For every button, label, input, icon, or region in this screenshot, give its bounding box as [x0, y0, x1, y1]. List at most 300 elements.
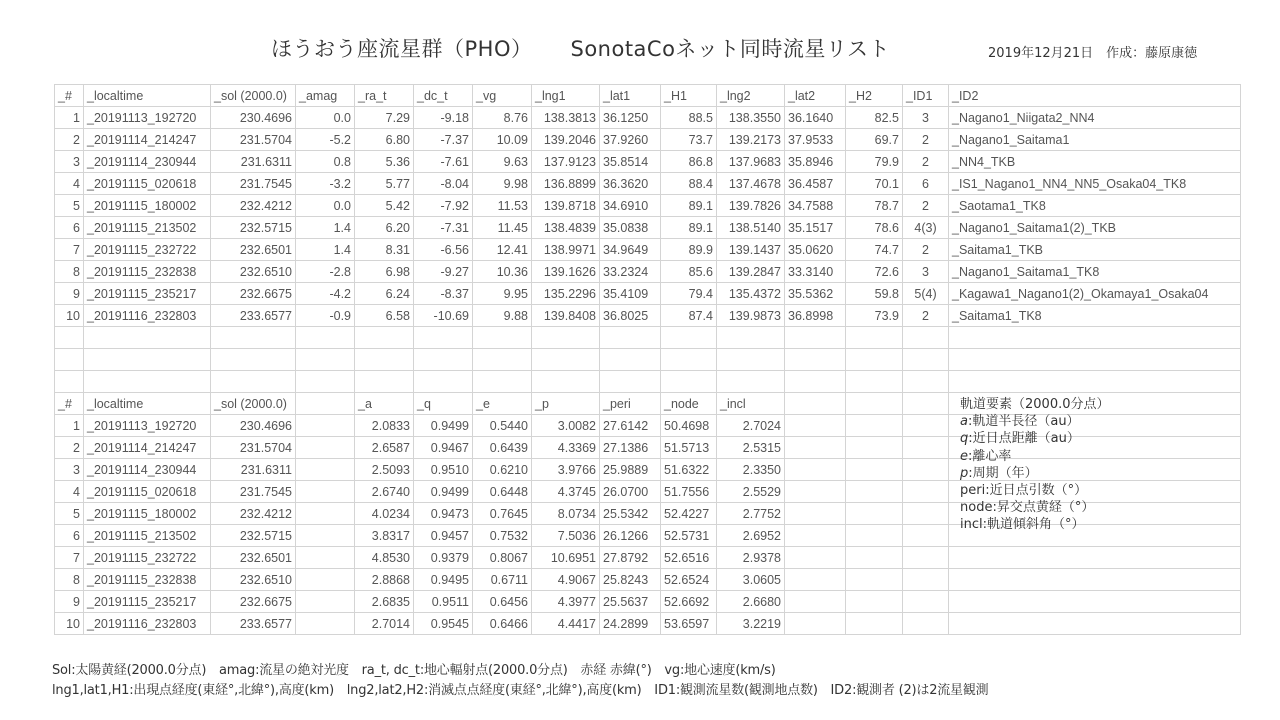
cell[interactable] — [846, 415, 903, 437]
cell[interactable]: 82.5 — [846, 107, 903, 129]
cell[interactable]: 3.0082 — [532, 415, 600, 437]
cell[interactable] — [903, 503, 949, 525]
cell[interactable]: _20191115_232838 — [84, 261, 211, 283]
cell[interactable] — [846, 481, 903, 503]
cell[interactable]: 88.4 — [661, 173, 717, 195]
cell[interactable] — [296, 481, 355, 503]
cell[interactable]: 135.4372 — [717, 283, 785, 305]
cell[interactable]: _Saitama1_TK8 — [949, 305, 1241, 327]
cell[interactable]: 2.5529 — [717, 481, 785, 503]
cell[interactable]: 5 — [55, 503, 84, 525]
cell[interactable]: 79.9 — [846, 151, 903, 173]
empty-cell[interactable] — [355, 327, 414, 349]
empty-cell[interactable] — [355, 349, 414, 371]
cell[interactable]: 35.0620 — [785, 239, 846, 261]
cell[interactable]: 0.9495 — [414, 569, 473, 591]
cell[interactable]: 0.6456 — [473, 591, 532, 613]
cell[interactable]: -7.37 — [414, 129, 473, 151]
column-header[interactable]: _H2 — [846, 85, 903, 107]
cell[interactable]: 73.9 — [846, 305, 903, 327]
cell[interactable]: 36.8998 — [785, 305, 846, 327]
cell[interactable] — [903, 459, 949, 481]
cell[interactable] — [903, 547, 949, 569]
cell[interactable]: _Saotama1_TK8 — [949, 195, 1241, 217]
cell[interactable]: 52.4227 — [661, 503, 717, 525]
cell[interactable] — [785, 481, 846, 503]
cell[interactable]: 35.1517 — [785, 217, 846, 239]
cell[interactable]: 1.4 — [296, 217, 355, 239]
cell[interactable] — [903, 481, 949, 503]
column-header[interactable] — [846, 393, 903, 415]
cell[interactable]: 9.95 — [473, 283, 532, 305]
empty-cell[interactable] — [84, 349, 211, 371]
cell[interactable] — [296, 569, 355, 591]
cell[interactable]: 2.9378 — [717, 547, 785, 569]
cell[interactable] — [846, 437, 903, 459]
cell[interactable]: 6.98 — [355, 261, 414, 283]
cell[interactable]: 2.5315 — [717, 437, 785, 459]
cell[interactable] — [296, 613, 355, 635]
cell[interactable]: 6.24 — [355, 283, 414, 305]
empty-cell[interactable] — [661, 327, 717, 349]
column-header[interactable]: _a — [355, 393, 414, 415]
cell[interactable]: 2.7014 — [355, 613, 414, 635]
cell[interactable]: _20191115_235217 — [84, 283, 211, 305]
empty-cell[interactable] — [949, 327, 1241, 349]
empty-cell[interactable] — [532, 371, 600, 393]
cell[interactable] — [296, 525, 355, 547]
cell[interactable]: 4.4417 — [532, 613, 600, 635]
cell[interactable]: 69.7 — [846, 129, 903, 151]
cell[interactable]: 5 — [55, 195, 84, 217]
cell[interactable]: 231.6311 — [211, 459, 296, 481]
cell[interactable]: 0.9379 — [414, 547, 473, 569]
cell[interactable]: 50.4698 — [661, 415, 717, 437]
cell[interactable]: _20191115_232838 — [84, 569, 211, 591]
cell[interactable]: 230.4696 — [211, 107, 296, 129]
empty-cell[interactable] — [717, 349, 785, 371]
cell[interactable]: _20191115_232722 — [84, 239, 211, 261]
cell[interactable]: 137.9123 — [532, 151, 600, 173]
cell[interactable]: 139.2173 — [717, 129, 785, 151]
empty-cell[interactable] — [55, 327, 84, 349]
cell[interactable]: 0.7532 — [473, 525, 532, 547]
empty-cell[interactable] — [903, 327, 949, 349]
cell[interactable]: _20191114_230944 — [84, 151, 211, 173]
cell[interactable]: 137.9683 — [717, 151, 785, 173]
cell[interactable]: 52.6524 — [661, 569, 717, 591]
cell[interactable]: 139.1437 — [717, 239, 785, 261]
column-header[interactable]: _localtime — [84, 85, 211, 107]
cell[interactable] — [785, 437, 846, 459]
cell[interactable]: 231.7545 — [211, 173, 296, 195]
cell[interactable]: -4.2 — [296, 283, 355, 305]
cell[interactable] — [949, 613, 1241, 635]
empty-cell[interactable] — [846, 371, 903, 393]
cell[interactable]: 70.1 — [846, 173, 903, 195]
cell[interactable]: 6.80 — [355, 129, 414, 151]
cell[interactable]: 4.3369 — [532, 437, 600, 459]
cell[interactable]: 51.6322 — [661, 459, 717, 481]
cell[interactable]: 25.5342 — [600, 503, 661, 525]
cell[interactable]: 139.2847 — [717, 261, 785, 283]
cell[interactable]: 4.0234 — [355, 503, 414, 525]
cell[interactable]: 9.88 — [473, 305, 532, 327]
empty-cell[interactable] — [55, 349, 84, 371]
cell[interactable] — [846, 569, 903, 591]
column-header[interactable]: _vg — [473, 85, 532, 107]
cell[interactable]: 9.63 — [473, 151, 532, 173]
cell[interactable]: 138.5140 — [717, 217, 785, 239]
cell[interactable]: 0.9499 — [414, 481, 473, 503]
cell[interactable]: 35.0838 — [600, 217, 661, 239]
empty-cell[interactable] — [785, 327, 846, 349]
cell[interactable]: _20191115_235217 — [84, 591, 211, 613]
cell[interactable]: -10.69 — [414, 305, 473, 327]
cell[interactable]: 85.6 — [661, 261, 717, 283]
column-header[interactable]: _lng2 — [717, 85, 785, 107]
cell[interactable]: 0.6439 — [473, 437, 532, 459]
cell[interactable]: 11.45 — [473, 217, 532, 239]
cell[interactable]: 52.5731 — [661, 525, 717, 547]
cell[interactable] — [785, 547, 846, 569]
empty-cell[interactable] — [846, 327, 903, 349]
cell[interactable]: 138.3813 — [532, 107, 600, 129]
cell[interactable]: 0.9467 — [414, 437, 473, 459]
cell[interactable]: 0.6448 — [473, 481, 532, 503]
cell[interactable]: -3.2 — [296, 173, 355, 195]
cell[interactable]: 26.0700 — [600, 481, 661, 503]
cell[interactable]: _20191115_213502 — [84, 525, 211, 547]
cell[interactable]: 0.9545 — [414, 613, 473, 635]
cell[interactable] — [903, 525, 949, 547]
column-header[interactable]: _# — [55, 85, 84, 107]
column-header[interactable]: _p — [532, 393, 600, 415]
cell[interactable]: -0.9 — [296, 305, 355, 327]
cell[interactable]: _20191115_180002 — [84, 195, 211, 217]
cell[interactable] — [296, 459, 355, 481]
empty-cell[interactable] — [532, 327, 600, 349]
cell[interactable] — [296, 503, 355, 525]
cell[interactable] — [903, 415, 949, 437]
cell[interactable]: -8.37 — [414, 283, 473, 305]
cell[interactable]: 232.6501 — [211, 547, 296, 569]
cell[interactable]: 3 — [55, 151, 84, 173]
cell[interactable] — [785, 569, 846, 591]
cell[interactable]: 2 — [903, 239, 949, 261]
cell[interactable]: 139.7826 — [717, 195, 785, 217]
column-header[interactable]: _lat1 — [600, 85, 661, 107]
cell[interactable] — [903, 437, 949, 459]
cell[interactable]: 139.2046 — [532, 129, 600, 151]
cell[interactable]: 10 — [55, 305, 84, 327]
cell[interactable]: -7.92 — [414, 195, 473, 217]
cell[interactable]: 2 — [903, 151, 949, 173]
cell[interactable]: 5.77 — [355, 173, 414, 195]
cell[interactable]: 137.4678 — [717, 173, 785, 195]
cell[interactable]: 6 — [55, 525, 84, 547]
cell[interactable]: 24.2899 — [600, 613, 661, 635]
empty-cell[interactable] — [414, 349, 473, 371]
cell[interactable]: _20191115_232722 — [84, 547, 211, 569]
cell[interactable]: _20191115_213502 — [84, 217, 211, 239]
cell[interactable]: 86.8 — [661, 151, 717, 173]
cell[interactable] — [785, 459, 846, 481]
column-header[interactable] — [785, 393, 846, 415]
cell[interactable]: -2.8 — [296, 261, 355, 283]
cell[interactable]: 0.7645 — [473, 503, 532, 525]
column-header[interactable] — [903, 393, 949, 415]
cell[interactable]: 233.6577 — [211, 613, 296, 635]
cell[interactable]: 25.9889 — [600, 459, 661, 481]
cell[interactable]: 33.2324 — [600, 261, 661, 283]
cell[interactable]: 3 — [55, 459, 84, 481]
cell[interactable]: -5.2 — [296, 129, 355, 151]
cell[interactable]: 3.9766 — [532, 459, 600, 481]
cell[interactable]: 4.3745 — [532, 481, 600, 503]
cell[interactable]: 27.6142 — [600, 415, 661, 437]
cell[interactable]: 7.5036 — [532, 525, 600, 547]
cell[interactable]: 1.4 — [296, 239, 355, 261]
cell[interactable]: 8 — [55, 261, 84, 283]
cell[interactable]: 231.6311 — [211, 151, 296, 173]
cell[interactable]: 8.31 — [355, 239, 414, 261]
empty-cell[interactable] — [785, 371, 846, 393]
cell[interactable]: 2.7024 — [717, 415, 785, 437]
cell[interactable]: 0.5440 — [473, 415, 532, 437]
cell[interactable]: 51.7556 — [661, 481, 717, 503]
column-header[interactable]: _amag — [296, 85, 355, 107]
cell[interactable]: 35.4109 — [600, 283, 661, 305]
cell[interactable]: 37.9260 — [600, 129, 661, 151]
cell[interactable]: 231.7545 — [211, 481, 296, 503]
column-header[interactable]: _sol (2000.0) — [211, 85, 296, 107]
cell[interactable]: 138.3550 — [717, 107, 785, 129]
cell[interactable] — [949, 569, 1241, 591]
cell[interactable] — [296, 591, 355, 613]
cell[interactable]: 7 — [55, 239, 84, 261]
empty-cell[interactable] — [846, 349, 903, 371]
column-header[interactable]: _ra_t — [355, 85, 414, 107]
cell[interactable]: 10.09 — [473, 129, 532, 151]
cell[interactable]: 0.0 — [296, 107, 355, 129]
cell[interactable]: -6.56 — [414, 239, 473, 261]
cell[interactable]: 10.36 — [473, 261, 532, 283]
cell[interactable]: 1 — [55, 415, 84, 437]
cell[interactable] — [949, 591, 1241, 613]
column-header[interactable]: _e — [473, 393, 532, 415]
cell[interactable]: _20191114_214247 — [84, 437, 211, 459]
cell[interactable]: 87.4 — [661, 305, 717, 327]
cell[interactable]: 139.1626 — [532, 261, 600, 283]
cell[interactable]: 27.1386 — [600, 437, 661, 459]
cell[interactable]: 139.8718 — [532, 195, 600, 217]
cell[interactable]: _20191115_180002 — [84, 503, 211, 525]
cell[interactable]: _Nagano1_Niigata2_NN4 — [949, 107, 1241, 129]
empty-cell[interactable] — [296, 349, 355, 371]
cell[interactable] — [785, 613, 846, 635]
cell[interactable]: 6.58 — [355, 305, 414, 327]
cell[interactable]: 0.6466 — [473, 613, 532, 635]
cell[interactable]: 2.6680 — [717, 591, 785, 613]
cell[interactable]: 89.1 — [661, 217, 717, 239]
cell[interactable]: 2.7752 — [717, 503, 785, 525]
cell[interactable]: 2.6740 — [355, 481, 414, 503]
cell[interactable]: 11.53 — [473, 195, 532, 217]
empty-cell[interactable] — [211, 371, 296, 393]
cell[interactable]: 3 — [903, 107, 949, 129]
cell[interactable]: 88.5 — [661, 107, 717, 129]
cell[interactable] — [785, 525, 846, 547]
cell[interactable]: -7.61 — [414, 151, 473, 173]
cell[interactable]: 33.3140 — [785, 261, 846, 283]
cell[interactable] — [296, 415, 355, 437]
cell[interactable]: _Nagano1_Saitama1_TK8 — [949, 261, 1241, 283]
cell[interactable]: 139.9873 — [717, 305, 785, 327]
cell[interactable]: 232.5715 — [211, 525, 296, 547]
cell[interactable]: 89.1 — [661, 195, 717, 217]
cell[interactable]: 25.5637 — [600, 591, 661, 613]
cell[interactable]: 4.3977 — [532, 591, 600, 613]
cell[interactable]: 7.29 — [355, 107, 414, 129]
cell[interactable]: 232.6675 — [211, 591, 296, 613]
cell[interactable]: 72.6 — [846, 261, 903, 283]
cell[interactable] — [785, 503, 846, 525]
cell[interactable]: 35.8514 — [600, 151, 661, 173]
cell[interactable]: 233.6577 — [211, 305, 296, 327]
cell[interactable]: 4.9067 — [532, 569, 600, 591]
cell[interactable]: 36.8025 — [600, 305, 661, 327]
cell[interactable]: 4 — [55, 173, 84, 195]
cell[interactable]: 2 — [55, 129, 84, 151]
empty-cell[interactable] — [661, 349, 717, 371]
column-header[interactable]: _H1 — [661, 85, 717, 107]
cell[interactable]: 34.9649 — [600, 239, 661, 261]
cell[interactable]: 231.5704 — [211, 129, 296, 151]
cell[interactable]: 73.7 — [661, 129, 717, 151]
empty-cell[interactable] — [211, 349, 296, 371]
cell[interactable]: _20191116_232803 — [84, 613, 211, 635]
cell[interactable] — [903, 591, 949, 613]
cell[interactable] — [296, 547, 355, 569]
cell[interactable]: 2.6587 — [355, 437, 414, 459]
cell[interactable]: 5(4) — [903, 283, 949, 305]
cell[interactable] — [846, 547, 903, 569]
cell[interactable]: 12.41 — [473, 239, 532, 261]
cell[interactable]: 232.4212 — [211, 195, 296, 217]
empty-cell[interactable] — [296, 371, 355, 393]
cell[interactable]: 2.3350 — [717, 459, 785, 481]
cell[interactable]: 53.6597 — [661, 613, 717, 635]
cell[interactable]: _20191113_192720 — [84, 415, 211, 437]
cell[interactable] — [846, 591, 903, 613]
empty-cell[interactable] — [600, 349, 661, 371]
cell[interactable]: 2 — [903, 305, 949, 327]
cell[interactable]: 139.8408 — [532, 305, 600, 327]
cell[interactable]: 3 — [903, 261, 949, 283]
empty-cell[interactable] — [84, 371, 211, 393]
cell[interactable]: 232.6510 — [211, 261, 296, 283]
cell[interactable]: 6.20 — [355, 217, 414, 239]
cell[interactable]: _20191113_192720 — [84, 107, 211, 129]
cell[interactable]: 10.6951 — [532, 547, 600, 569]
cell[interactable]: 78.7 — [846, 195, 903, 217]
column-header[interactable] — [296, 393, 355, 415]
cell[interactable] — [846, 503, 903, 525]
cell[interactable]: 3.8317 — [355, 525, 414, 547]
cell[interactable]: 37.9533 — [785, 129, 846, 151]
column-header[interactable]: _q — [414, 393, 473, 415]
empty-cell[interactable] — [84, 327, 211, 349]
cell[interactable]: 3.2219 — [717, 613, 785, 635]
column-header[interactable]: _dc_t — [414, 85, 473, 107]
empty-cell[interactable] — [661, 371, 717, 393]
cell[interactable]: 231.5704 — [211, 437, 296, 459]
cell[interactable]: 51.5713 — [661, 437, 717, 459]
cell[interactable]: 230.4696 — [211, 415, 296, 437]
cell[interactable]: 2 — [55, 437, 84, 459]
cell[interactable]: 0.8067 — [473, 547, 532, 569]
cell[interactable]: 0.0 — [296, 195, 355, 217]
empty-cell[interactable] — [355, 371, 414, 393]
column-header[interactable]: _# — [55, 393, 84, 415]
cell[interactable]: _NN4_TKB — [949, 151, 1241, 173]
empty-cell[interactable] — [473, 349, 532, 371]
cell[interactable]: 2.6835 — [355, 591, 414, 613]
empty-cell[interactable] — [296, 327, 355, 349]
empty-cell[interactable] — [600, 327, 661, 349]
cell[interactable]: 2 — [903, 129, 949, 151]
cell[interactable]: 5.42 — [355, 195, 414, 217]
cell[interactable]: 135.2296 — [532, 283, 600, 305]
cell[interactable]: -7.31 — [414, 217, 473, 239]
cell[interactable]: 8 — [55, 569, 84, 591]
empty-cell[interactable] — [414, 327, 473, 349]
cell[interactable]: _20191115_020618 — [84, 481, 211, 503]
empty-cell[interactable] — [414, 371, 473, 393]
column-header[interactable]: _sol (2000.0) — [211, 393, 296, 415]
cell[interactable]: 232.6510 — [211, 569, 296, 591]
cell[interactable]: 25.8243 — [600, 569, 661, 591]
empty-cell[interactable] — [473, 371, 532, 393]
cell[interactable]: 74.7 — [846, 239, 903, 261]
cell[interactable]: -9.27 — [414, 261, 473, 283]
cell[interactable]: 36.1640 — [785, 107, 846, 129]
column-header[interactable]: _ID1 — [903, 85, 949, 107]
empty-cell[interactable] — [717, 371, 785, 393]
cell[interactable]: 2.6952 — [717, 525, 785, 547]
column-header[interactable]: _localtime — [84, 393, 211, 415]
cell[interactable]: 78.6 — [846, 217, 903, 239]
empty-cell[interactable] — [903, 349, 949, 371]
cell[interactable]: 2.8868 — [355, 569, 414, 591]
empty-cell[interactable] — [903, 371, 949, 393]
cell[interactable]: _20191115_020618 — [84, 173, 211, 195]
cell[interactable]: 1 — [55, 107, 84, 129]
cell[interactable]: 3.0605 — [717, 569, 785, 591]
cell[interactable]: _Nagano1_Saitama1(2)_TKB — [949, 217, 1241, 239]
cell[interactable]: 27.8792 — [600, 547, 661, 569]
cell[interactable]: 2.0833 — [355, 415, 414, 437]
empty-cell[interactable] — [785, 349, 846, 371]
empty-cell[interactable] — [600, 371, 661, 393]
cell[interactable]: 9 — [55, 283, 84, 305]
cell[interactable]: 36.3620 — [600, 173, 661, 195]
cell[interactable]: _Nagano1_Saitama1 — [949, 129, 1241, 151]
cell[interactable]: 2 — [903, 195, 949, 217]
column-header[interactable]: _peri — [600, 393, 661, 415]
cell[interactable]: 35.5362 — [785, 283, 846, 305]
